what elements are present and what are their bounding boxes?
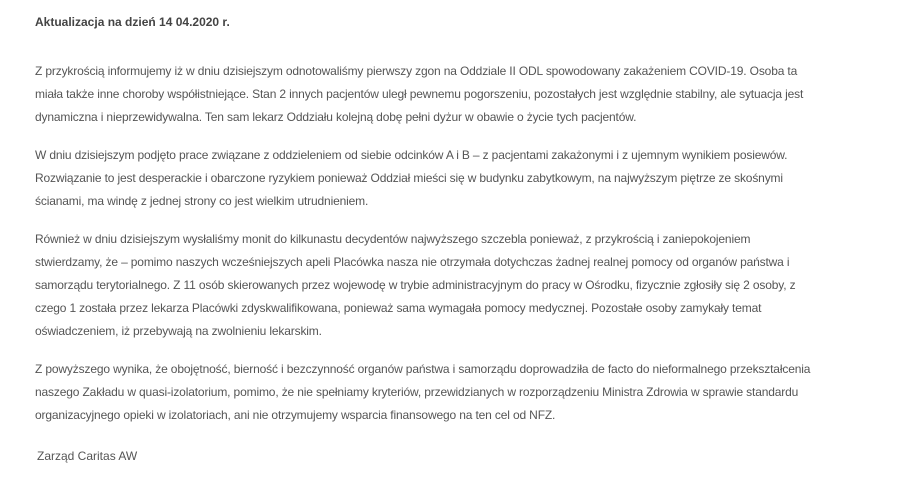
paragraph-line: Rozwiązanie to jest desperackie i obarczone ryzykiem ponieważ Oddział mieści się w budynku zabytkowym, na najwyższym piętrze ze skośnymi xyxy=(35,171,783,185)
paragraph-line: Z powyższego wynika, że obojętność, bierność i bezczynność organów państwa i samorządu doprowadziła de facto do nieformalnego przekształcenia xyxy=(35,362,811,376)
paragraph-line: organizacyjnego opieki w izolatoriach, ani nie otrzymujemy wsparcia finansowego na ten cel od NFZ. xyxy=(35,408,556,422)
paragraph-line: oświadczeniem, iż przebywają na zwolnieniu lekarskim. xyxy=(35,324,322,338)
paragraph xyxy=(35,228,915,343)
paragraph-line: ścianami, ma windę z jednej strony co jest wielkim utrudnieniem. xyxy=(35,194,369,208)
signature: Zarząd Caritas AW xyxy=(37,449,138,463)
paragraph xyxy=(35,144,915,213)
document-heading: Aktualizacja na dzień 14 04.2020 r. xyxy=(35,15,230,29)
paragraph xyxy=(35,60,915,129)
paragraph-line: stwierdzamy, że – pomimo naszych wcześniejszych apeli Placówka nasza nie otrzymała dotychczas żadnej realnej pomocy od organów państwa i xyxy=(35,255,790,269)
paragraph xyxy=(35,358,915,427)
paragraph-line: naszego Zakładu w quasi-izolatorium, pomimo, że nie spełniamy kryteriów, przewidzianych w rozporządzeniu Ministra Zdrowia w sprawie standardu xyxy=(35,385,799,399)
paragraph-line: W dniu dzisiejszym podjęto prace związane z oddzieleniem od siebie odcinków A i B – z pacjentami zakażonymi i z ujemnym wynikiem posiewów. xyxy=(35,148,788,162)
paragraph-line: miała także inne choroby współistniejące. Stan 2 innych pacjentów uległ pewnemu pogorszeniu, pozostałych jest względnie stabilny, ale sytuacja jest xyxy=(35,87,804,101)
announcement-document xyxy=(35,14,915,468)
paragraph-line: czego 1 została przez lekarza Placówki zdyskwalifikowana, ponieważ sama wymagała pomocy medycznej. Pozostałe osoby zamykały temat xyxy=(35,301,762,315)
paragraph-line: Z przykrością informujemy iż w dniu dzisiejszym odnotowaliśmy pierwszy zgon na Oddziale II ODL spowodowany zakażeniem COVID-19. Osoba ta xyxy=(35,64,798,78)
paragraph-line: samorządu terytorialnego. Z 11 osób skierowanych przez wojewodę w trybie administracyjnym do pracy w Ośrodku, fizycznie zgłosiły się 2 osoby, z xyxy=(35,278,796,292)
paragraph-line: dynamiczna i nieprzewidywalna. Ten sam lekarz Oddziału kolejną dobę pełni dyżur w obawie o życie tych pacjentów. xyxy=(35,110,637,124)
document-body xyxy=(35,60,915,427)
paragraph-line: Również w dniu dzisiejszym wysłaliśmy monit do kilkunastu decydentów najwyższego szczebla ponieważ, z przykrością i zaniepokojeniem xyxy=(35,232,751,246)
